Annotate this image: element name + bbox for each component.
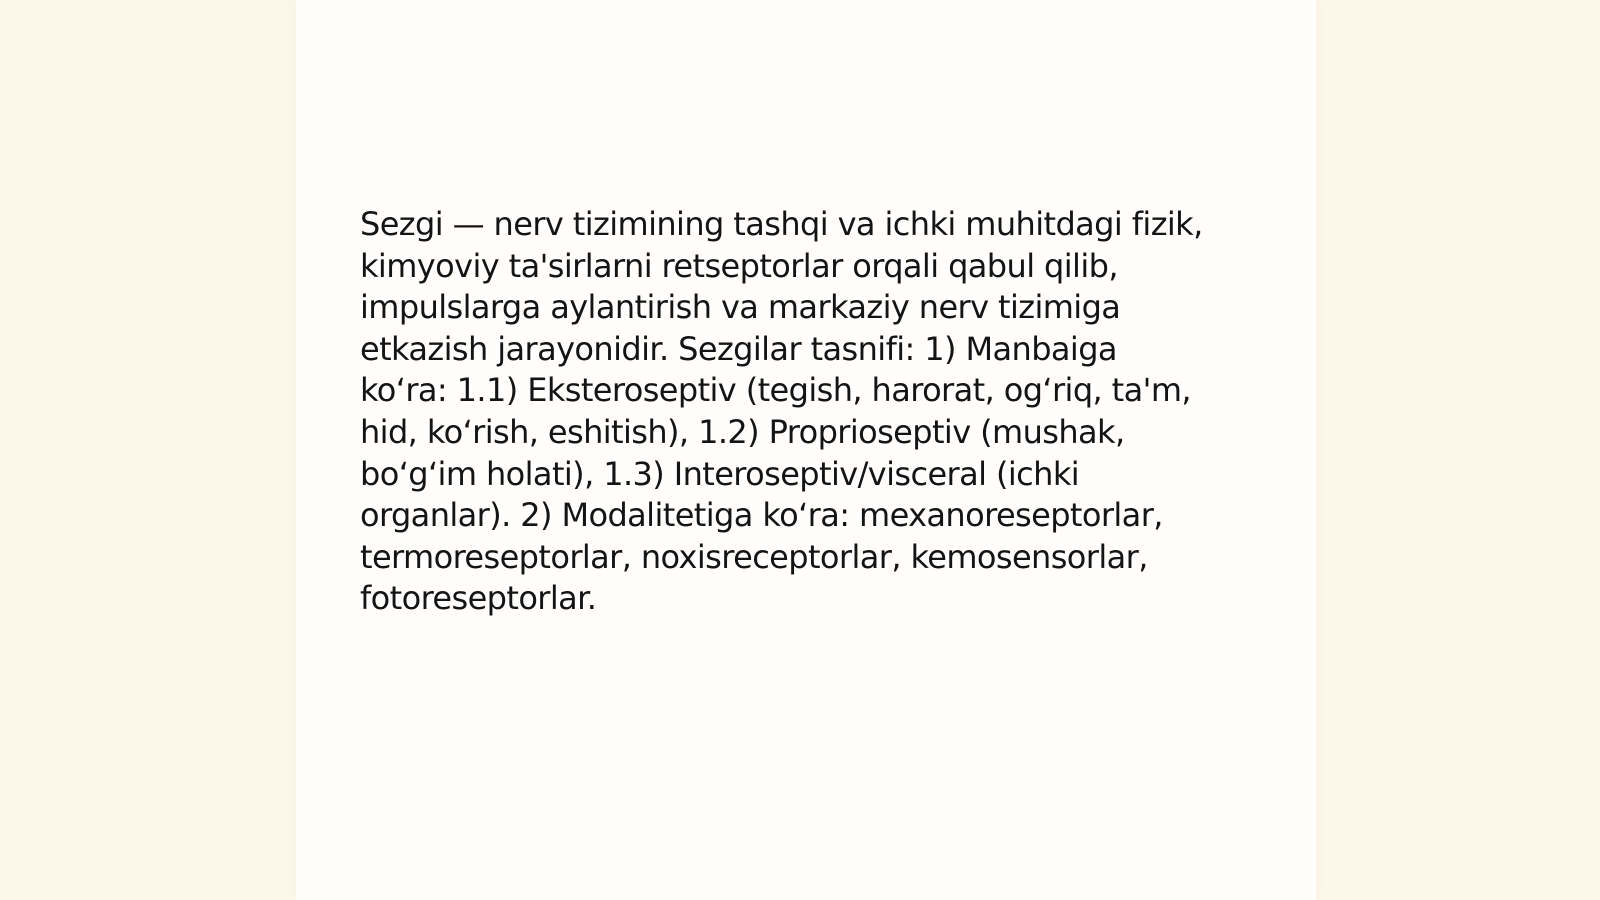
paragraph-line: organlar). 2) Modalitetiga koʻra: mexanoreseptorlar, — [360, 496, 1163, 535]
paragraph-line: Sezgi — nerv tizimining tashqi va ichki muhitdagi fizik, — [360, 205, 1203, 243]
paragraph-line: kimyoviy ta'sirlarni retseptorlar orqali qabul qilib, — [360, 246, 1118, 285]
paragraph-line: termoreseptorlar, noxisreceptorlar, kemosensorlar, — [360, 537, 1148, 576]
paragraph-line: fotoreseptorlar. — [360, 579, 597, 618]
paragraph-line: boʻgʻim holati), 1.3) Interoseptiv/visceral (ichki — [360, 454, 1080, 493]
paragraph-line: hid, koʻrish, eshitish), 1.2) Proprioseptiv (mushak, — [360, 412, 1125, 451]
paragraph-line: impulslarga aylantirish va markaziy nerv tizimiga — [360, 288, 1121, 327]
body-paragraph — [360, 204, 1260, 620]
paragraph-line: koʻra: 1.1) Eksteroseptiv (tegish, harorat, ogʻriq, ta'm, — [360, 371, 1191, 410]
paragraph-line: etkazish jarayonidir. Sezgilar tasnifi: 1) Manbaiga — [360, 329, 1117, 368]
document-page — [296, 0, 1316, 900]
